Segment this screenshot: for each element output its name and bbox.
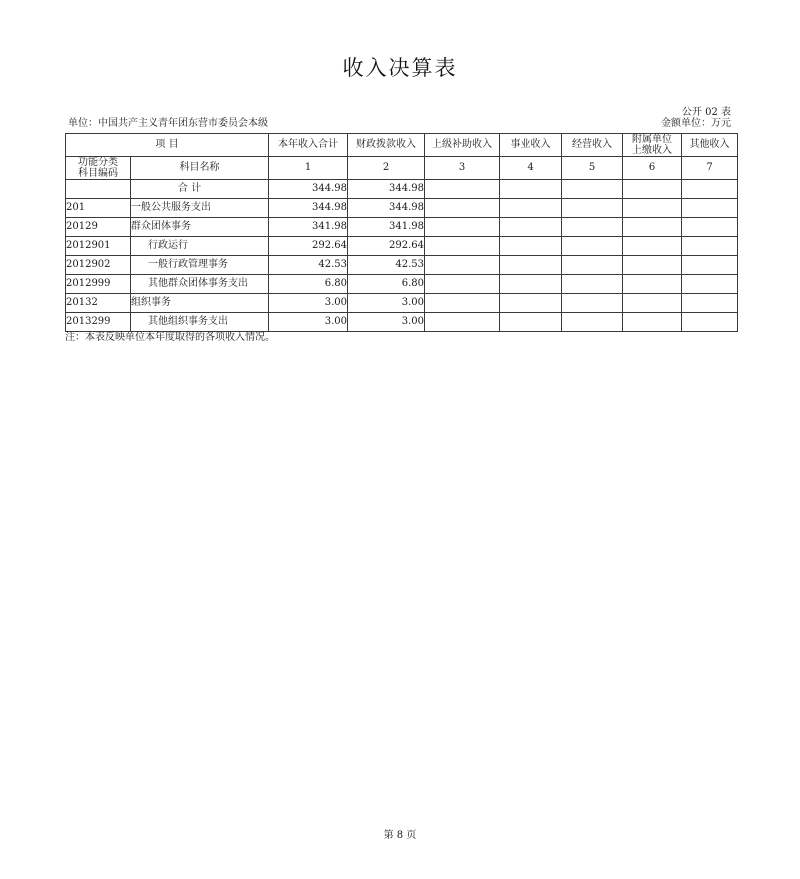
- cell-other-income: [682, 294, 738, 313]
- table-note: 注：本表反映单位本年度取得的各项收入情况。: [65, 332, 275, 343]
- amount-unit: 金额单位：万元: [661, 118, 731, 129]
- column-index-7: 7: [682, 157, 738, 180]
- cell-fiscal-appropriation: 42.53: [348, 256, 425, 275]
- cell-operating-income: [562, 275, 623, 294]
- cell-subsidiary-remittance: [623, 256, 682, 275]
- cell-fiscal-appropriation: 344.98: [348, 199, 425, 218]
- cell-operating-income: [562, 294, 623, 313]
- header-code-line-2: 科目编码: [78, 168, 118, 179]
- cell-subsidiary-remittance: [623, 218, 682, 237]
- cell-other-income: [682, 218, 738, 237]
- cell-business-income: [500, 218, 562, 237]
- row-code: 201: [66, 199, 131, 218]
- header-business-income: 事业收入: [500, 134, 562, 157]
- table-row: [66, 294, 738, 313]
- cell-superior-subsidy: [425, 313, 500, 332]
- cell-business-income: [500, 313, 562, 332]
- form-code: 公开 02 表: [681, 107, 731, 118]
- header-fiscal-appropriation: 财政拨款收入: [348, 134, 425, 157]
- cell-other-income: [682, 313, 738, 332]
- cell-total-income: 3.00: [269, 294, 348, 313]
- cell-fiscal-appropriation: 3.00: [348, 294, 425, 313]
- cell-subsidiary-remittance: [623, 313, 682, 332]
- cell-other-income: [682, 180, 738, 199]
- row-code: 20132: [66, 294, 131, 313]
- row-name: 其他群众团体事务支出: [131, 275, 269, 294]
- cell-total-income: 3.00: [269, 313, 348, 332]
- table-body: [66, 134, 738, 332]
- column-index-2: 2: [348, 157, 425, 180]
- row-name: 组织事务: [131, 294, 269, 313]
- header-row-titles: [66, 134, 738, 157]
- cell-operating-income: [562, 237, 623, 256]
- cell-total-income: 344.98: [269, 180, 348, 199]
- cell-total-income: 292.64: [269, 237, 348, 256]
- cell-superior-subsidy: [425, 256, 500, 275]
- row-code: 2012999: [66, 275, 131, 294]
- cell-total-income: 344.98: [269, 199, 348, 218]
- income-table: [65, 133, 738, 332]
- cell-fiscal-appropriation: 292.64: [348, 237, 425, 256]
- row-name: 一般行政管理事务: [131, 256, 269, 275]
- column-index-3: 3: [425, 157, 500, 180]
- cell-operating-income: [562, 256, 623, 275]
- cell-total-income: 341.98: [269, 218, 348, 237]
- cell-operating-income: [562, 180, 623, 199]
- column-index-4: 4: [500, 157, 562, 180]
- cell-superior-subsidy: [425, 218, 500, 237]
- cell-total-income: 42.53: [269, 256, 348, 275]
- cell-fiscal-appropriation: 6.80: [348, 275, 425, 294]
- cell-business-income: [500, 180, 562, 199]
- row-name: 行政运行: [131, 237, 269, 256]
- header-operating-income: 经营收入: [562, 134, 623, 157]
- table-row: [66, 256, 738, 275]
- cell-operating-income: [562, 313, 623, 332]
- header-subsidiary-remittance-line-2: 上缴收入: [632, 145, 672, 156]
- header-name: 科目名称: [131, 157, 269, 180]
- table-row: [66, 275, 738, 294]
- cell-superior-subsidy: [425, 237, 500, 256]
- cell-fiscal-appropriation: 341.98: [348, 218, 425, 237]
- row-code: 2013299: [66, 313, 131, 332]
- cell-operating-income: [562, 199, 623, 218]
- table-row: [66, 218, 738, 237]
- header-superior-subsidy: 上级补助收入: [425, 134, 500, 157]
- cell-other-income: [682, 275, 738, 294]
- cell-business-income: [500, 199, 562, 218]
- total-label: 合 计: [131, 180, 269, 199]
- column-index-1: 1: [269, 157, 348, 180]
- row-code: 2012902: [66, 256, 131, 275]
- cell-other-income: [682, 256, 738, 275]
- header-subsidiary-remittance: [623, 134, 682, 157]
- cell-business-income: [500, 256, 562, 275]
- cell-subsidiary-remittance: [623, 275, 682, 294]
- header-row-index: [66, 157, 738, 180]
- cell-business-income: [500, 294, 562, 313]
- row-code: 20129: [66, 218, 131, 237]
- total-code: [66, 180, 131, 199]
- column-index-6: 6: [623, 157, 682, 180]
- cell-operating-income: [562, 218, 623, 237]
- header-total-income: 本年收入合计: [269, 134, 348, 157]
- cell-subsidiary-remittance: [623, 294, 682, 313]
- unit-label: 单位：中国共产主义青年团东营市委员会本级: [68, 118, 268, 129]
- row-code: 2012901: [66, 237, 131, 256]
- page-title: 收入决算表: [342, 56, 458, 80]
- cell-other-income: [682, 237, 738, 256]
- header-item: 项 目: [66, 134, 269, 157]
- header-code: [66, 157, 131, 180]
- cell-other-income: [682, 199, 738, 218]
- row-name: 其他组织事务支出: [131, 313, 269, 332]
- column-index-5: 5: [562, 157, 623, 180]
- total-row: [66, 180, 738, 199]
- table-row: [66, 313, 738, 332]
- row-name: 一般公共服务支出: [131, 199, 269, 218]
- cell-subsidiary-remittance: [623, 199, 682, 218]
- cell-superior-subsidy: [425, 294, 500, 313]
- cell-total-income: 6.80: [269, 275, 348, 294]
- cell-fiscal-appropriation: 3.00: [348, 313, 425, 332]
- table-row: [66, 199, 738, 218]
- cell-subsidiary-remittance: [623, 237, 682, 256]
- cell-superior-subsidy: [425, 180, 500, 199]
- cell-superior-subsidy: [425, 199, 500, 218]
- header-other-income: 其他收入: [682, 134, 738, 157]
- row-name: 群众团体事务: [131, 218, 269, 237]
- cell-business-income: [500, 237, 562, 256]
- cell-subsidiary-remittance: [623, 180, 682, 199]
- cell-business-income: [500, 275, 562, 294]
- cell-fiscal-appropriation: 344.98: [348, 180, 425, 199]
- page-number: 第 8 页: [383, 830, 417, 841]
- header-code-line-1: 功能分类: [78, 157, 118, 168]
- cell-superior-subsidy: [425, 275, 500, 294]
- header-subsidiary-remittance-line-1: 附属单位: [632, 134, 672, 145]
- table-row: [66, 237, 738, 256]
